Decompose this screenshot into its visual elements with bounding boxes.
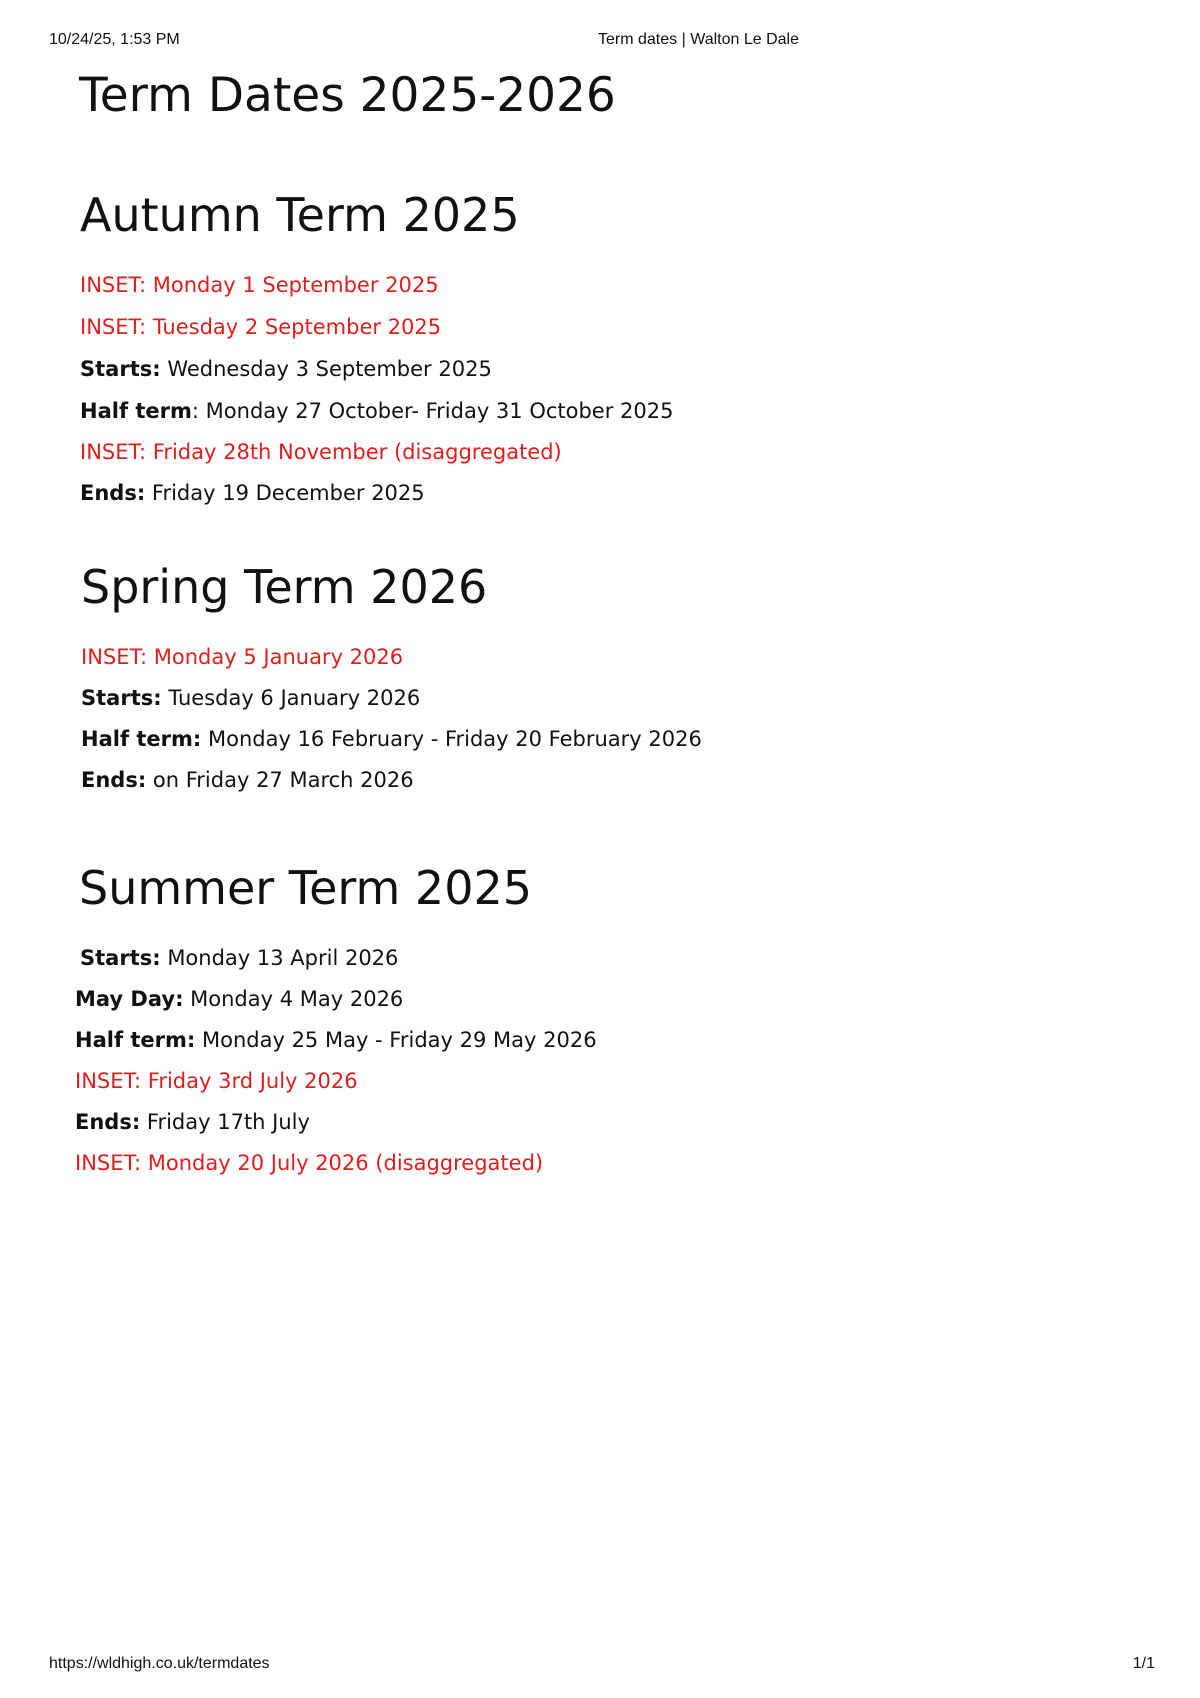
page-title: Term Dates 2025-2026	[79, 68, 616, 123]
summer-starts	[80, 944, 398, 972]
autumn-ends	[80, 479, 425, 507]
autumn-half-term-label: Half term	[80, 399, 192, 423]
summer-term-heading: Summer Term 2025	[79, 861, 532, 915]
spring-starts	[81, 684, 420, 712]
summer-half-term-value: Monday 25 May - Friday 29 May 2026	[195, 1028, 597, 1052]
print-page-number: 1/1	[1132, 1655, 1155, 1672]
spring-half-term	[81, 725, 702, 753]
autumn-ends-value: Friday 19 December 2025	[145, 481, 425, 505]
spring-starts-value: Tuesday 6 January 2026	[161, 686, 421, 710]
spring-ends	[81, 766, 414, 794]
autumn-half-term	[80, 397, 673, 425]
summer-starts-value: Monday 13 April 2026	[160, 946, 399, 970]
spring-half-term-value: Monday 16 February - Friday 20 February 2026	[201, 727, 702, 751]
print-url: https://wldhigh.co.uk/termdates	[49, 1655, 270, 1672]
spring-half-term-label: Half term:	[81, 727, 202, 751]
autumn-ends-label: Ends:	[80, 481, 146, 505]
spring-ends-value: on Friday 27 March 2026	[146, 768, 414, 792]
summer-half-term-label: Half term:	[75, 1028, 196, 1052]
summer-starts-label: Starts:	[80, 946, 161, 970]
summer-ends	[75, 1108, 310, 1136]
summer-inset-2: INSET: Monday 20 July 2026 (disaggregated)	[75, 1151, 544, 1175]
summer-ends-value: Friday 17th July	[140, 1110, 310, 1134]
spring-starts-label: Starts:	[81, 686, 162, 710]
spring-inset-1: INSET: Monday 5 January 2026	[81, 645, 404, 669]
spring-term-heading: Spring Term 2026	[81, 560, 488, 614]
autumn-starts-value: Wednesday 3 September 2025	[160, 357, 492, 381]
summer-may-day	[75, 985, 403, 1013]
summer-may-day-value: Monday 4 May 2026	[183, 987, 404, 1011]
spring-ends-label: Ends:	[81, 768, 147, 792]
summer-half-term	[75, 1026, 597, 1054]
autumn-inset-3: INSET: Friday 28th November (disaggregated)	[80, 440, 562, 464]
print-page-title: Term dates | Walton Le Dale	[598, 31, 799, 48]
autumn-half-term-value: : Monday 27 October- Friday 31 October 2025	[191, 399, 674, 423]
summer-ends-label: Ends:	[75, 1110, 141, 1134]
summer-inset-1: INSET: Friday 3rd July 2026	[75, 1069, 358, 1093]
autumn-inset-1: INSET: Monday 1 September 2025	[80, 273, 439, 297]
summer-may-day-label: May Day:	[75, 987, 184, 1011]
autumn-inset-2: INSET: Tuesday 2 September 2025	[80, 315, 442, 339]
print-datetime: 10/24/25, 1:53 PM	[49, 31, 180, 48]
autumn-term-heading: Autumn Term 2025	[80, 188, 520, 242]
autumn-starts	[80, 355, 492, 383]
autumn-starts-label: Starts:	[80, 357, 161, 381]
